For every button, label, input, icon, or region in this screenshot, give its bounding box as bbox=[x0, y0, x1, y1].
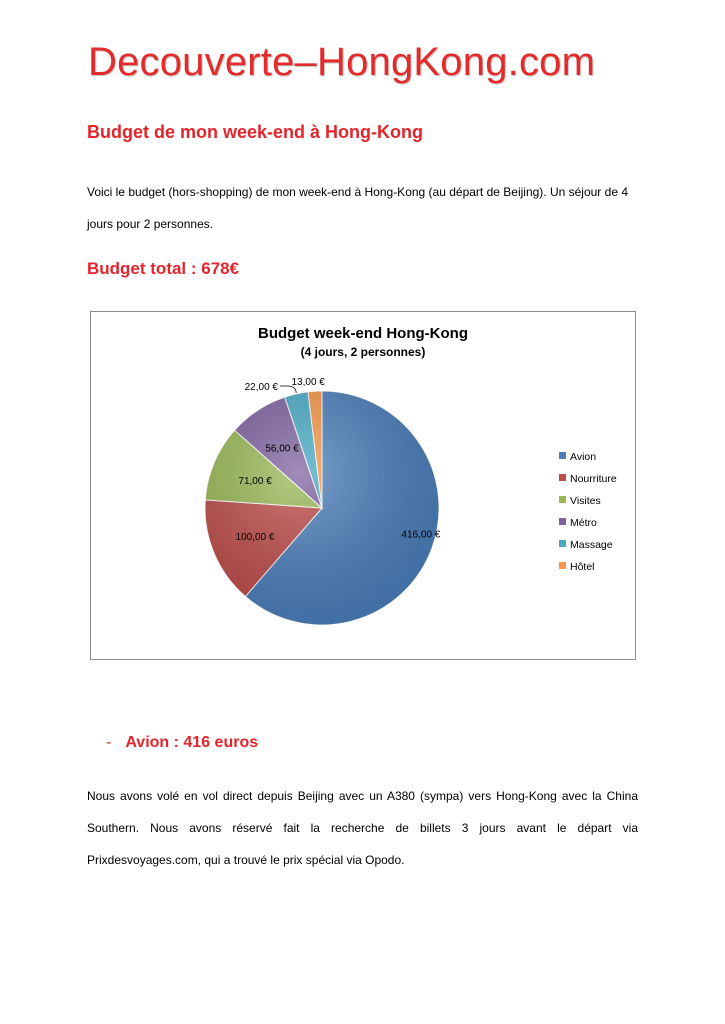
legend-swatch-4 bbox=[559, 540, 566, 547]
intro-paragraph: Voici le budget (hors-shopping) de mon week-end à Hong-Kong (au départ de Beijing). Un séjour de 4 jours pour 2 personnes. bbox=[87, 185, 628, 231]
data-label-1: 100,00 € bbox=[235, 531, 275, 543]
avion-paragraph: Nous avons volé en vol direct depuis Beijing avec un A380 (sympa) vers Hong-Kong avec la China Southern. Nous avons réservé fait la recherche de billets 3 jours avant le départ via Prixdesvoyages.com, qui a trouvé le prix spécial via Opodo. bbox=[87, 789, 638, 867]
legend-swatch-2 bbox=[559, 496, 566, 503]
bullet-dash: - bbox=[106, 734, 112, 751]
avion-heading bbox=[106, 734, 258, 752]
pie-chart-svg bbox=[91, 312, 635, 659]
data-label-3: 56,00 € bbox=[265, 443, 299, 455]
data-label-2: 71,00 € bbox=[238, 475, 272, 487]
data-label-0: 416,00 € bbox=[401, 529, 441, 541]
legend-label-4: Massage bbox=[570, 539, 613, 551]
legend-swatch-0 bbox=[559, 452, 566, 459]
legend-label-2: Visites bbox=[570, 495, 601, 507]
legend-label-5: Hôtel bbox=[570, 561, 595, 573]
chart-subtitle: (4 jours, 2 personnes) bbox=[300, 345, 426, 359]
pie-shading bbox=[205, 391, 439, 625]
legend-swatch-3 bbox=[559, 518, 566, 525]
page-title: Budget de mon week-end à Hong-Kong bbox=[87, 122, 423, 142]
data-label-4: 22,00 € bbox=[244, 382, 278, 393]
data-label-5: 13,00 € bbox=[291, 377, 325, 388]
legend-swatch-1 bbox=[559, 474, 566, 481]
budget-pie-chart bbox=[90, 311, 636, 660]
legend-label-1: Nourriture bbox=[570, 473, 617, 485]
avion-heading-text: Avion : 416 euros bbox=[125, 734, 259, 751]
legend-label-0: Avion bbox=[570, 451, 597, 463]
legend-swatch-5 bbox=[559, 562, 566, 569]
legend-label-3: Métro bbox=[570, 517, 597, 529]
total-budget-heading: Budget total : 678€ bbox=[87, 259, 240, 278]
site-logo: Decouverte–HongKong.com bbox=[88, 40, 596, 84]
chart-title: Budget week-end Hong-Kong bbox=[258, 325, 468, 342]
